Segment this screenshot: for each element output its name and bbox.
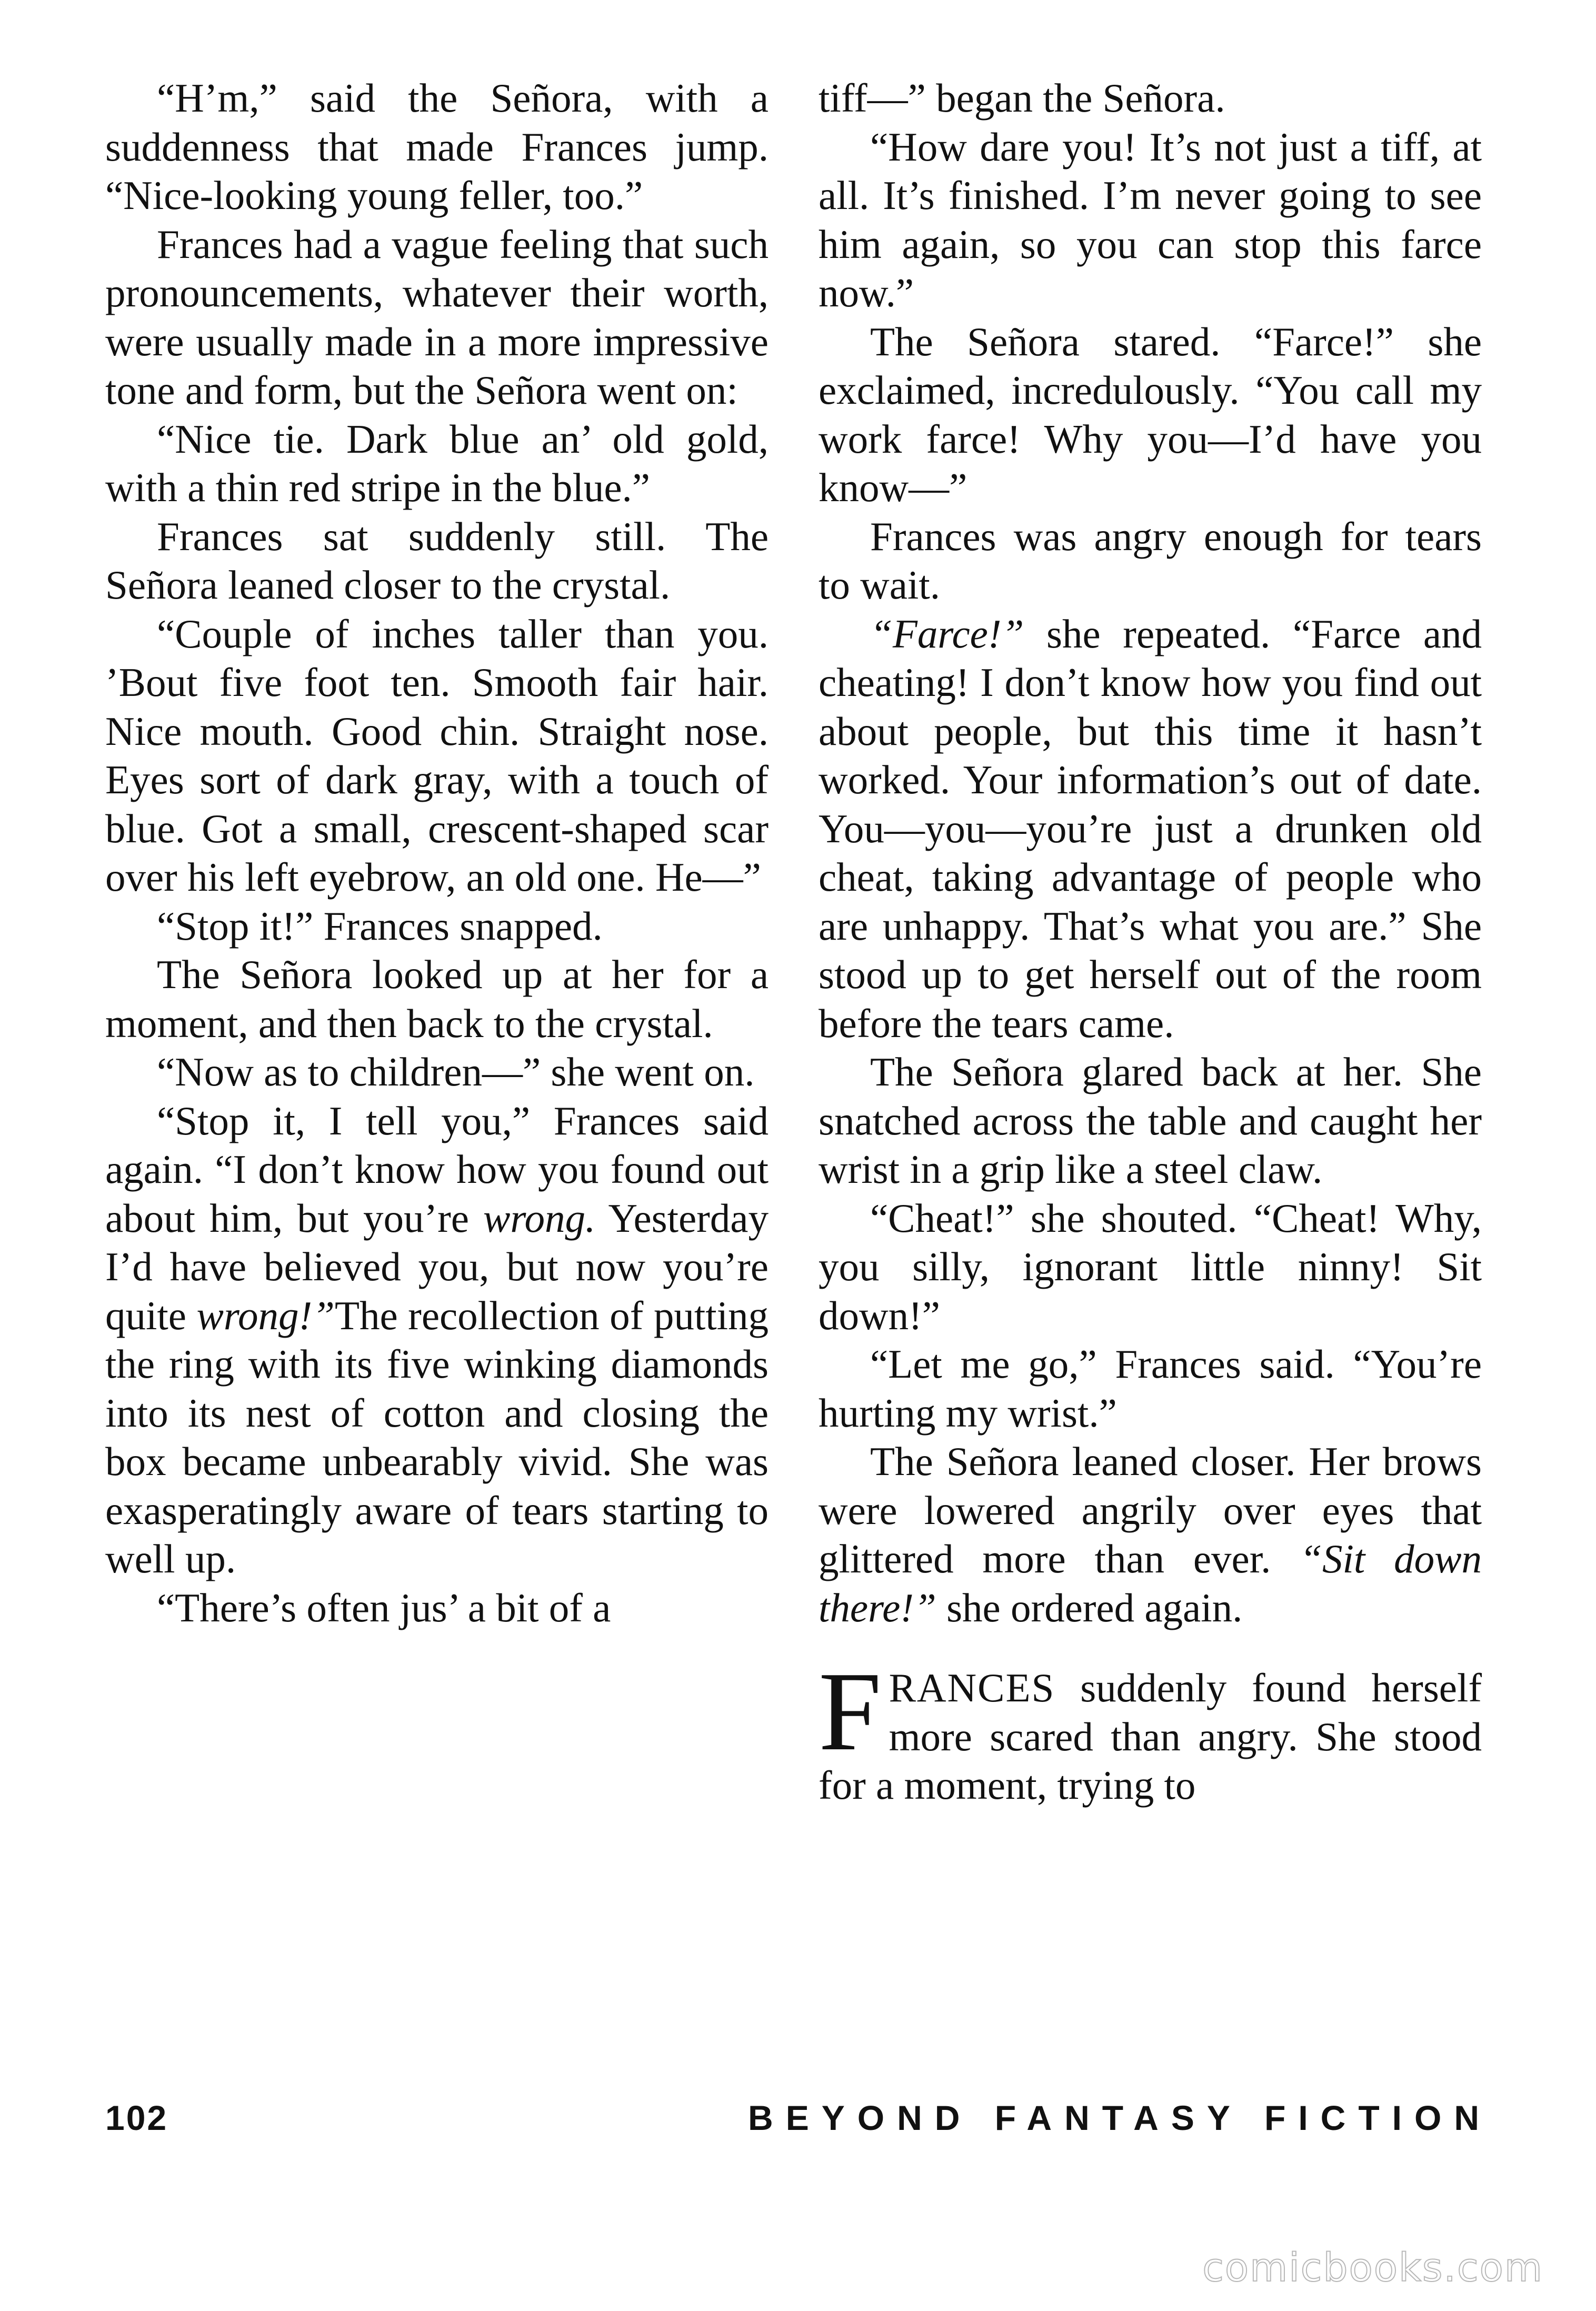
paragraph: “Couple of inches taller than you. ’Bout five foot ten. Smooth fair hair. Nice mouth. Good chin. Straight nose. Eyes sort of dark gray, with a touch of blue. Got a small, crescent-shaped scar over his left eyebrow, an old one. He—” xyxy=(105,611,769,900)
paragraph: “H’m,” said the Señora, with a suddenness that made Frances jump. “Nice-looking young feller, too.” xyxy=(105,75,769,218)
paragraph: “Now as to children—” she went on. xyxy=(157,1049,755,1094)
running-title: BEYOND FANTASY FICTION xyxy=(748,2098,1492,2137)
page-number: 102 xyxy=(105,2098,168,2137)
section-opening-paragraph xyxy=(819,1648,1482,1810)
paragraph-text: “Stop it, I tell you,” Frances said again. “I don’t know how you found out about him, but you’re xyxy=(105,1098,769,1241)
paragraph: “Cheat!” she shouted. “Cheat! Why, you silly, ignorant little ninny! Sit down!” xyxy=(819,1195,1482,1338)
paragraph: Frances was angry enough for tears to wait. xyxy=(819,513,1482,607)
italic-emphasis: wrong!” xyxy=(196,1292,335,1338)
paragraph: “Let me go,” Frances said. “You’re hurting my wrist.” xyxy=(819,1341,1482,1436)
paragraph xyxy=(819,1437,1482,1632)
paragraph-text: she ordered again. xyxy=(936,1585,1243,1630)
paragraph-text: she repeated. “Farce and cheating! I don’t know how you find out about people, but this time it hasn’t worked. Your information’s out of date. You—you—you’re just a drunken old cheat, taking advantage of people who are unhappy. That’s what you are.” She stood up to get herself out of the room before the tears came. xyxy=(819,611,1482,1046)
paragraph-text: suddenly found herself more scared than angry. She stood for a moment, trying to xyxy=(819,1665,1482,1808)
right-text-column xyxy=(819,74,1482,1810)
left-text-column xyxy=(105,74,769,1632)
paragraph: The Señora stared. “Farce!” she exclaimed, incredulously. “You call my work farce! Why you—I’d have you know—” xyxy=(819,318,1482,510)
paragraph-text: Yesterday I’d have believed you, but now you’re quite xyxy=(105,1195,769,1338)
italic-emphasis: “Farce!” xyxy=(870,611,1024,656)
paragraph: The Señora looked up at her for a moment, and then back to the crystal. xyxy=(105,952,769,1046)
drop-cap: F xyxy=(819,1648,882,1774)
paragraph: Frances sat suddenly still. The Señora leaned closer to the crystal. xyxy=(105,513,769,607)
paragraph: “How dare you! It’s not just a tiff, at all. It’s finished. I’m never going to see him again, so you can stop this farce now.” xyxy=(819,124,1482,315)
paragraph: The Señora glared back at her. She snatched across the table and caught her wrist in a grip like a steel claw. xyxy=(819,1049,1482,1192)
page-footer xyxy=(105,2098,1492,2145)
paragraph: “Nice tie. Dark blue an’ old gold, with a thin red stripe in the blue.” xyxy=(105,416,769,510)
paragraph-text: The Señora leaned closer. Her brows were lowered angrily over eyes that glittered more than ever. xyxy=(819,1439,1482,1581)
small-caps-lead: RANCES xyxy=(889,1665,1055,1710)
paragraph: Frances had a vague feeling that such pronouncements, whatever their worth, were usually made in a more impressive tone and form, but the Señora went on: xyxy=(105,221,769,413)
italic-emphasis: “Sit down there!” xyxy=(819,1536,1482,1630)
paragraph xyxy=(105,1097,769,1583)
italic-emphasis: wrong. xyxy=(483,1195,596,1241)
paragraph: tiff—” began the Señora. xyxy=(819,75,1225,121)
paragraph: “There’s often jus’ a bit of a xyxy=(157,1585,611,1630)
watermark: comicbooks.com xyxy=(1202,2245,1543,2290)
paragraph xyxy=(819,610,1482,1048)
paragraph-text: The recollection of putting the ring with its five winking diamonds into its nest of cotton and closing the box became unbearably vivid. She was exasperatingly aware of tears starting to well up. xyxy=(105,1292,769,1581)
paragraph: “Stop it!” Frances snapped. xyxy=(157,903,603,949)
